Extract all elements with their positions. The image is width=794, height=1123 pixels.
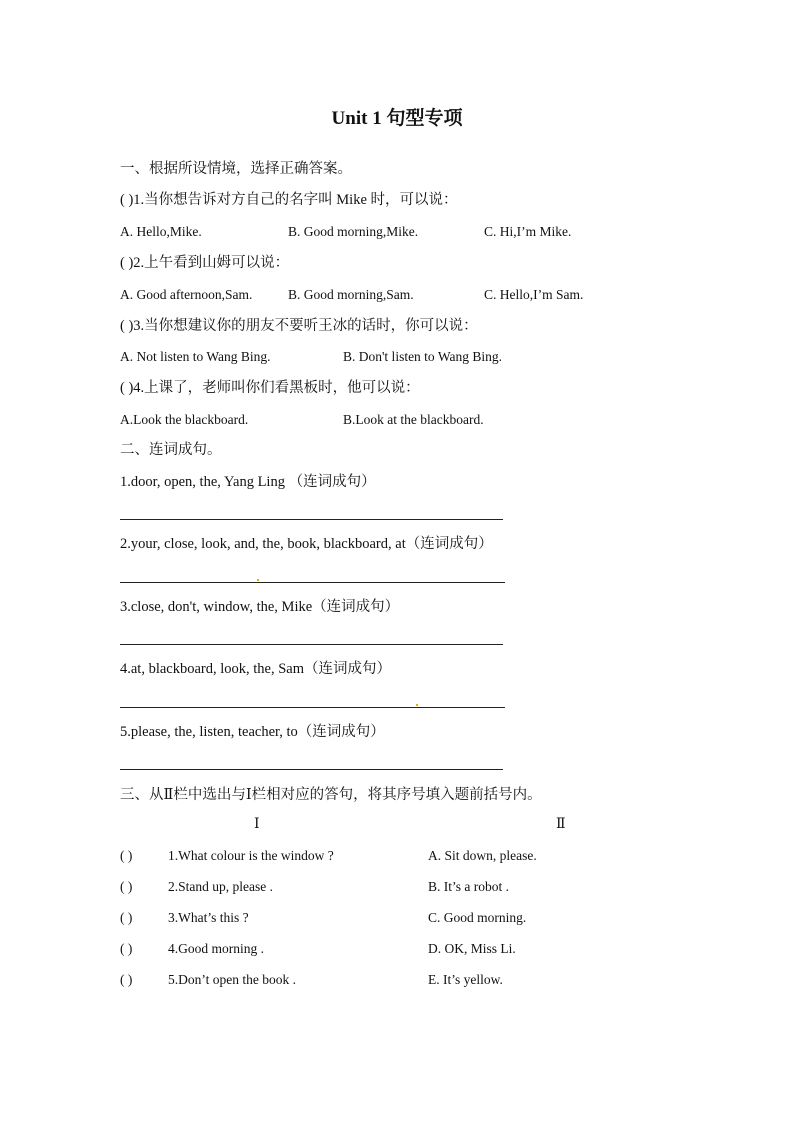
q1-option-b: B. Good morning,Mike. (288, 224, 419, 239)
section1-heading: 一、根据所设情境，选择正确答案。 (120, 161, 352, 177)
speck-mark (416, 704, 418, 706)
page-title: Unit 1 句型专项 (331, 108, 463, 129)
q1-option-a: A. Hello,Mike. (120, 224, 202, 239)
match-bracket-1[interactable]: ( ) (120, 848, 133, 863)
q4-option-b: B.Look at the blackboard. (343, 412, 484, 427)
match-question-1: 1.What colour is the window ? (168, 848, 334, 863)
answer-line-5[interactable] (120, 769, 503, 770)
sentence-item-1: 1.door, open, the, Yang Ling （连词成句） (120, 474, 376, 490)
match-answer-c: C. Good morning. (428, 910, 527, 925)
match-bracket-2[interactable]: ( ) (120, 879, 133, 894)
answer-line-2[interactable] (120, 582, 505, 583)
q4-stem: ( )4.上课了，老师叫你们看黑板时，他可以说： (120, 380, 420, 396)
q3-stem: ( )3.当你想建议你的朋友不要听王冰的话时，你可以说： (120, 318, 478, 334)
q2-stem: ( )2.上午看到山姆可以说： (120, 255, 290, 271)
q2-option-b: B. Good morning,Sam. (288, 287, 414, 302)
sentence-item-2: 2.your, close, look, and, the, book, blackboard, at（连词成句） (120, 536, 493, 552)
match-question-5: 5.Don’t open the book . (168, 972, 296, 987)
q4-option-a: A.Look the blackboard. (120, 412, 249, 427)
match-question-2: 2.Stand up, please . (168, 879, 273, 894)
match-answer-a: A. Sit down, please. (428, 848, 537, 863)
answer-line-4[interactable] (120, 707, 505, 708)
section3-heading: 三、从Ⅱ栏中选出与Ⅰ栏相对应的答句，将其序号填入题前括号内。 (120, 787, 542, 803)
q2-option-a: A. Good afternoon,Sam. (120, 287, 253, 302)
section2-heading: 二、连词成句。 (120, 442, 222, 458)
q2-option-c: C. Hello,I’m Sam. (484, 287, 584, 302)
match-question-4: 4.Good morning . (168, 941, 264, 956)
match-bracket-5[interactable]: ( ) (120, 972, 133, 987)
sentence-item-5: 5.please, the, listen, teacher, to（连词成句） (120, 724, 385, 740)
match-answer-d: D. OK, Miss Li. (428, 941, 516, 956)
match-answer-b: B. It’s a robot . (428, 879, 509, 894)
match-bracket-4[interactable]: ( ) (120, 941, 133, 956)
q3-option-b: B. Don't listen to Wang Bing. (343, 349, 502, 364)
speck-mark (257, 579, 259, 581)
match-answer-e: E. It’s yellow. (428, 972, 503, 987)
sentence-item-4: 4.at, blackboard, look, the, Sam（连词成句） (120, 661, 392, 677)
sentence-item-3: 3.close, don't, window, the, Mike（连词成句） (120, 599, 400, 615)
q1-stem: ( )1.当你想告诉对方自己的名字叫 Mike 时，可以说： (120, 192, 458, 208)
q1-option-c: C. Hi,I’m Mike. (484, 224, 572, 239)
column-header-2: Ⅱ (556, 817, 566, 832)
answer-line-1[interactable] (120, 519, 503, 520)
match-question-3: 3.What’s this ? (168, 910, 249, 925)
match-bracket-3[interactable]: ( ) (120, 910, 133, 925)
q3-option-a: A. Not listen to Wang Bing. (120, 349, 271, 364)
answer-line-3[interactable] (120, 644, 503, 645)
column-header-1: Ⅰ (254, 817, 260, 832)
